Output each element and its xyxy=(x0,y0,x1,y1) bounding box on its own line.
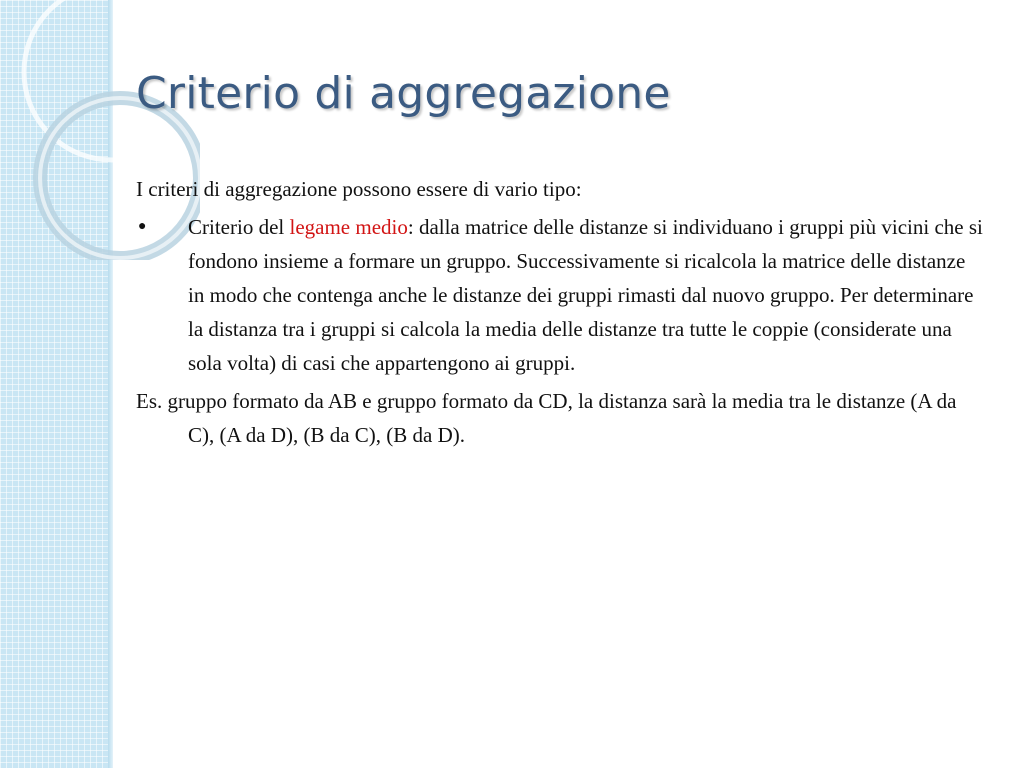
intro-text: I criteri di aggregazione possono essere di vario tipo: xyxy=(136,177,582,201)
bullet-item xyxy=(136,210,986,380)
bullet-dot-icon: ● xyxy=(138,219,147,234)
example-text: Es. gruppo formato da AB e gruppo formato da CD, la distanza sarà la media tra le distanze (A da C), (A da D), (B da C), (B da D). xyxy=(136,389,957,447)
slide-title: Criterio di aggregazione xyxy=(136,68,671,119)
bullet-description: : dalla matrice delle distanze si individuano i gruppi più vicini che si fondono insieme a formare un gruppo. Successivamente si ricalcola la matrice delle distanze in modo che contenga anche le distanze dei gruppi rimasti dal nuovo gruppo. Per determinare la distanza tra i gruppi si calcola la media delle distanze tra tutte le coppie (considerate una sola volta) di casi che appartengono ai gruppi. xyxy=(188,215,983,375)
bullet-text xyxy=(188,210,986,380)
highlighted-term: legame medio xyxy=(289,215,408,239)
bullet-prefix: Criterio del xyxy=(188,215,290,239)
slide-body xyxy=(136,172,986,452)
